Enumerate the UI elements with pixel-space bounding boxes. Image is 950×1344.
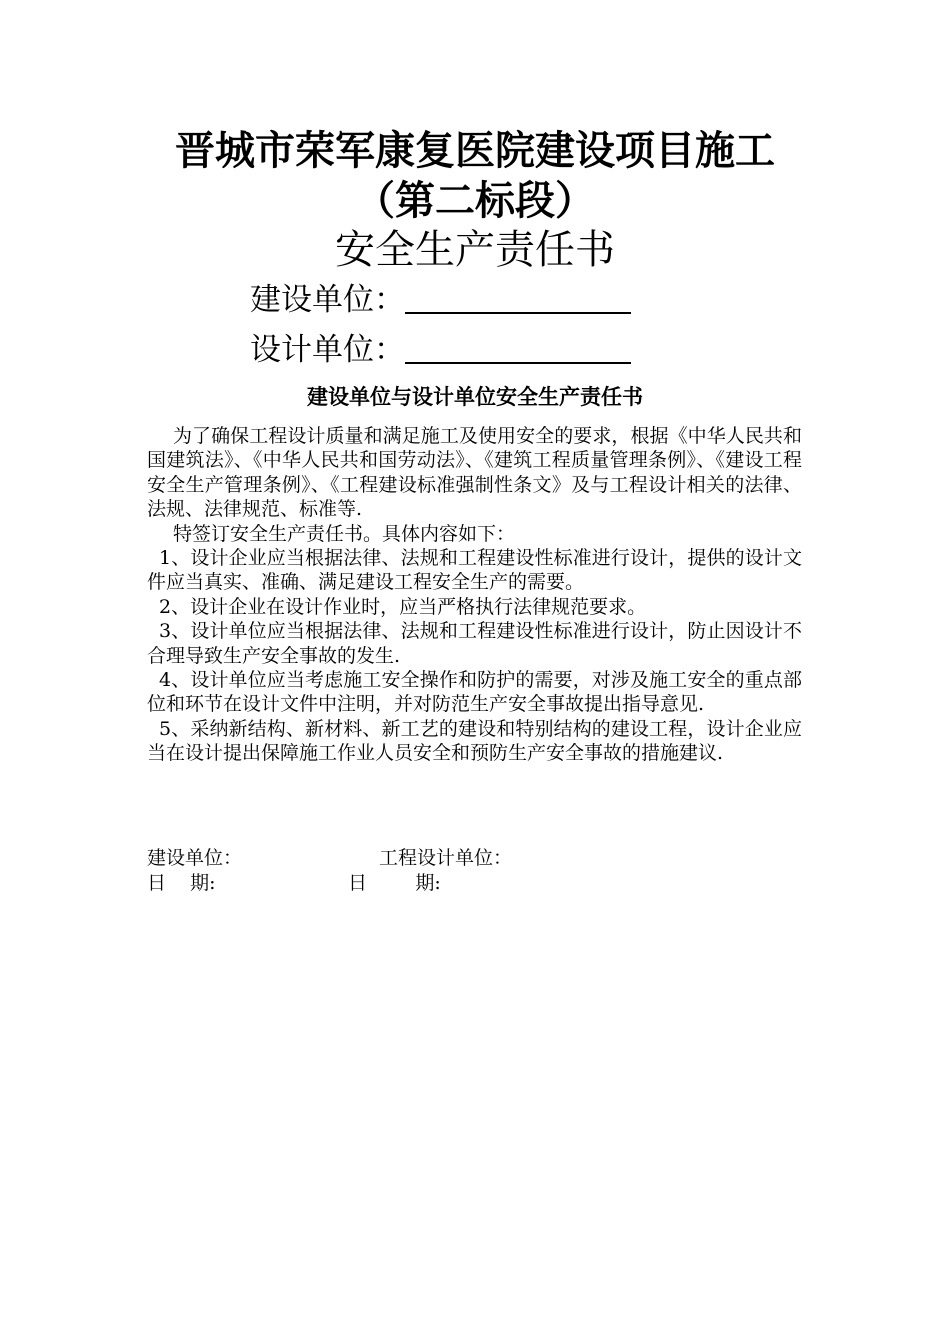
paragraph-intro: 为了确保工程设计质量和满足施工及使用安全的要求，根据《中华人民共和国建筑法》、《中华人民共和国劳动法》、《建筑工程质量管理条例》、《建设工程安全生产管理条例》、《工程建设标准强制性条文》及与工程设计相关的法律、法规、法律规范、标准等. [147, 425, 802, 521]
document-subtitle-section: （第二标段） [355, 178, 595, 224]
build-unit-label: 建设单位： [250, 282, 405, 318]
clause-5: 5、采纳新结构、新材料、新工艺的建设和特别结构的建设工程，设计企业应当在设计提出保障施工作业人员安全和预防生产安全事故的措施建议. [147, 717, 802, 765]
document-subtitle: 安全生产责任书 [335, 227, 615, 273]
section-heading: 建设单位与设计单位安全生产责任书 [307, 385, 643, 409]
document-title: 晋城市荣军康复医院建设项目施工 [175, 128, 775, 174]
clause-3: 3、设计单位应当根据法律、法规和工程建设性标准进行设计，防止因设计不合理导致生产安全事故的发生. [147, 620, 802, 667]
clause-4: 4、设计单位应当考虑施工安全操作和防护的需要，对涉及施工安全的重点部位和环节在设计文件中注明，并对防范生产安全事故提出指导意见. [147, 669, 802, 716]
signature-design-unit: 工程设计单位： [379, 847, 513, 869]
signature-design-date: 日 期: [348, 872, 441, 894]
signature-build-date: 日 期: [147, 872, 216, 894]
design-unit-label: 设计单位： [250, 332, 405, 368]
clause-1: 1、设计企业应当根据法律、法规和工程建设性标准进行设计，提供的设计文件应当真实、准确、满足建设工程安全生产的需要。 [147, 547, 802, 594]
build-unit-blank [405, 282, 631, 314]
signature-build-unit: 建设单位： [147, 847, 243, 869]
signature-date-row [147, 871, 441, 895]
build-unit-line [250, 280, 631, 320]
design-unit-line [250, 330, 631, 370]
clause-2: 2、设计企业在设计作业时，应当严格执行法律规范要求。 [159, 595, 647, 618]
body-text [147, 424, 802, 766]
design-unit-blank [405, 332, 631, 364]
paragraph-agreement: 特签订安全生产责任书。具体内容如下： [173, 522, 516, 545]
signature-unit-row [147, 846, 512, 870]
